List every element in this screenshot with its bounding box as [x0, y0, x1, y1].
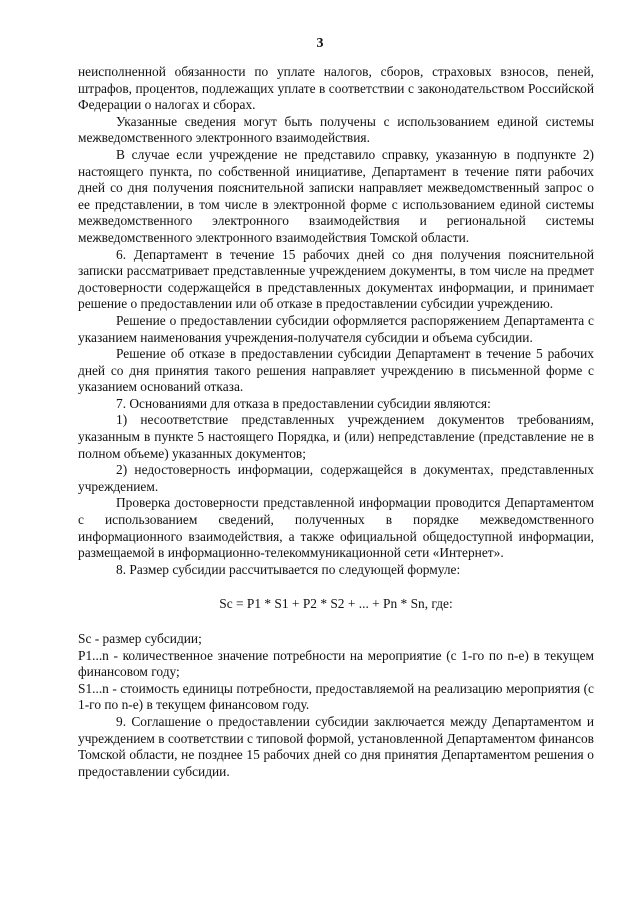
- paragraph-item-9: 9. Соглашение о предоставлении субсидии заключается между Департаментом и учреждением в соответствии с типовой формой, установленной Департаментом финансов Томской области, не позднее 15 рабочих дней со дня принятия Департаментом решения о предоставлении субсидии.: [78, 713, 594, 779]
- document-body: [78, 64, 594, 780]
- paragraph-ground-2: 2) недостоверность информации, содержащейся в документах, представленных учреждением.: [78, 462, 594, 494]
- paragraph-item-7: 7. Основаниями для отказа в предоставлении субсидии являются:: [116, 395, 491, 411]
- paragraph-item-6: 6. Департамент в течение 15 рабочих дней со дня получения пояснительной записки рассматривает представленные учреждением документы, в том числе на предмет достоверности содержащейся в представленных документах информации, и принимает решение о предоставлении или об отказе в предоставлении субсидии учреждению.: [78, 246, 594, 312]
- paragraph-interagency-request: В случае если учреждение не представило справку, указанную в подпункте 2) настоящего пункта, по собственной инициативе, Департамент в течение пяти рабочих дней со дня получения пояснительной записки направляет межведомственный запрос о ее представлении, в том числе в электронной форме с использованием единой системы межведомственного электронного взаимодействия и региональной системы межведомственного электронного взаимодействия Томской области.: [78, 146, 594, 245]
- paragraph-ground-1: 1) несоответствие представленных учреждением документов требованиям, указанным в пункте 5 настоящего Порядка, и (или) непредставление (представление не в полном объеме) указанных документов;: [78, 412, 594, 461]
- subsidy-formula: Sc = P1 * S1 + P2 * S2 + ... + Pn * Sn, где:: [219, 596, 453, 612]
- paragraph-continuation: неисполненной обязанности по уплате налогов, сборов, страховых взносов, пеней, штрафов, процентов, подлежащих уплате в соответствии с законодательством Российской Федерации о налогах и сборах.: [78, 64, 594, 113]
- page-number: 3: [316, 36, 324, 51]
- paragraph-info-source: Указанные сведения могут быть получены с использованием единой системы межведомственного электронного взаимодействия.: [78, 113, 594, 146]
- paragraph-verification: Проверка достоверности представленной информации проводится Департаментом с использованием сведений, полученных в порядке межведомственного информационного взаимодействия, а также официальной общедоступной информации, размещаемой в информационно-телекоммуникационной сети «Интернет».: [78, 495, 594, 561]
- definition-sc: Sc - размер субсидии;: [78, 631, 202, 646]
- definition-s: S1...n - стоимость единицы потребности, предоставляемой на реализацию мероприятия (с 1-го по n-е) в текущем финансовом году.: [78, 680, 594, 713]
- paragraph-decision-refusal: Решение об отказе в предоставлении субсидии Департамент в течение 5 рабочих дней со дня принятия такого решения направляет учреждению в письменной форме с указанием оснований отказа.: [78, 346, 594, 395]
- paragraph-decision-grant: Решение о предоставлении субсидии оформляется распоряжением Департамента с указанием наименования учреждения-получателя субсидии и объема субсидии.: [78, 312, 594, 345]
- paragraph-item-8: 8. Размер субсидии рассчитывается по следующей формуле:: [116, 561, 461, 577]
- definition-p: P1...n - количественное значение потребности на мероприятие (с 1-го по n-е) в текущем финансовом году;: [78, 647, 594, 680]
